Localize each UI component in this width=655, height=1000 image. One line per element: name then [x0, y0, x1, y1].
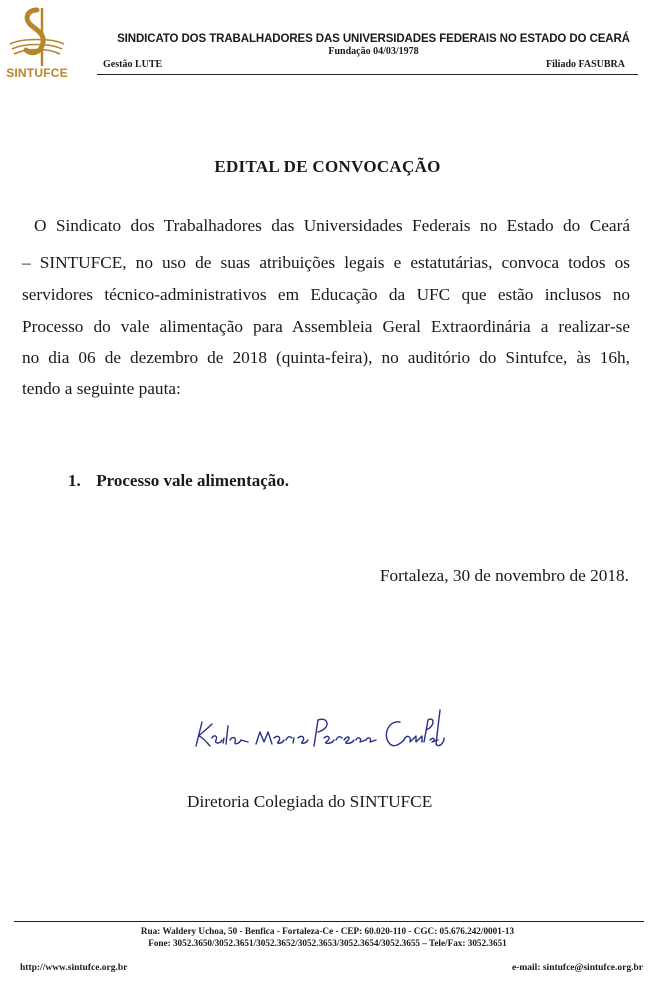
body-line: O Sindicato dos Trabalhadores das Universidades Federais no Estado do Ceará [34, 216, 630, 235]
handwritten-signature [190, 700, 450, 770]
body-line: – SINTUFCE, no uso de suas atribuições legais e estatutárias, convoca todos os [22, 253, 630, 272]
management-label: Gestão LUTE [103, 59, 163, 70]
agenda-item-number: 1. [68, 471, 81, 490]
signatory: Diretoria Colegiada do SINTUFCE [187, 792, 433, 811]
body-line: tendo a seguinte pauta: [22, 379, 181, 398]
website-link[interactable]: http://www.sintufce.org.br [20, 963, 128, 973]
body-line: servidores técnico-administrativos em Educação da UFC que estão inclusos no [22, 285, 630, 304]
document-title: EDITAL DE CONVOCAÇÃO [214, 157, 441, 176]
foundation-date: Fundação 04/03/1978 [328, 46, 419, 57]
body-line: Processo do vale alimentação para Assembleia Geral Extraordinária a realizar-se [22, 317, 630, 336]
footer-phones: Fone: 3052.3650/3052.3651/3052.3652/3052.3653/3052.3654/3052.3655 – Tele/Fax: 3052.3651 [148, 938, 507, 948]
signature-icon [190, 700, 450, 770]
header-divider [97, 74, 638, 75]
agenda-item-text: Processo vale alimentação. [96, 471, 290, 490]
logo-wordmark: SINTUFCE [6, 66, 68, 80]
footer-divider [14, 921, 644, 922]
place-and-date: Fortaleza, 30 de novembro de 2018. [379, 566, 629, 585]
agenda-item [68, 471, 289, 491]
email-link[interactable]: e-mail: sintufce@sintufce.org.br [512, 963, 643, 973]
affiliation-label: Filiado FASUBRA [546, 59, 625, 70]
union-name: SINDICATO DOS TRABALHADORES DAS UNIVERSIDADES FEDERAIS NO ESTADO DO CEARÁ [117, 33, 630, 45]
footer-address: Rua: Waldery Uchoa, 50 - Benfica - Fortaleza-Ce - CEP: 60.020-110 - CGC: 05.676.242/0001-13 [140, 926, 515, 936]
sintufce-emblem-icon [4, 4, 70, 70]
body-line: no dia 06 de dezembro de 2018 (quinta-feira), no auditório do Sintufce, às 16h, [22, 348, 630, 367]
